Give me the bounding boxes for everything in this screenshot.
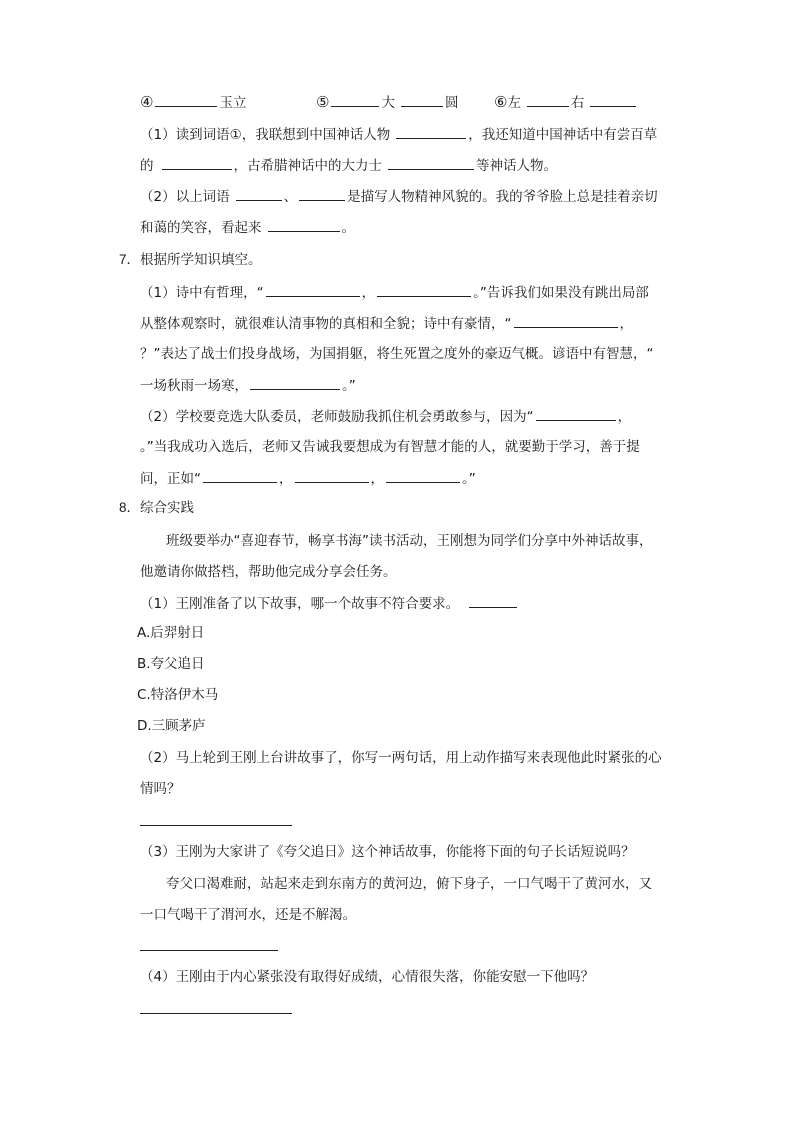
q8-s1-text: （1）王刚准备了以下故事，哪一个故事不符合要求。 xyxy=(140,596,460,612)
q7-l2-text-a: 从整体观察时，就很难认清事物的真相和全貌；诗中有豪情，“ xyxy=(140,316,512,332)
blank-6a[interactable] xyxy=(527,92,569,107)
q8-sub3-passage-line2: 一口气喝干了渭河水，还是不解渴。 xyxy=(140,907,356,923)
blank-poem-philosophy-2[interactable] xyxy=(377,282,471,297)
blank-study-2[interactable] xyxy=(295,468,369,483)
option-a[interactable]: A.后羿射日 xyxy=(137,625,205,641)
q6-part2-line2 xyxy=(140,217,355,237)
q7-l1-text-b: ， xyxy=(361,285,376,301)
word-fill-row-5 xyxy=(316,92,458,112)
q6-p1-text-d: ，古希腊神话中的大力士 xyxy=(233,158,382,174)
q8-title: 8．综合实践 xyxy=(119,500,195,515)
q7-l7-text-c: ， xyxy=(370,471,384,487)
blank-study-1[interactable] xyxy=(203,468,277,483)
blank-story-choice[interactable] xyxy=(469,593,517,608)
blank-herb-figure[interactable] xyxy=(162,155,232,170)
q8-sub4: （4）王刚由于内心紧张没有取得好成绩，心情很失落，你能安慰一下他吗？ xyxy=(140,969,595,985)
q7-l7-text-a: 问，正如“ xyxy=(140,471,201,487)
q6-p2-text-e: 。 xyxy=(341,220,355,236)
q6-p2-text-c: 是描写人物精神风貌的。我的爷爷脸上总是挂着亲切 xyxy=(347,189,658,205)
q8-intro-line1: 班级要举办“喜迎春节，畅享书海”读书活动，王刚想为同学们分享中外神话故事， xyxy=(166,533,653,549)
answer-line-3[interactable] xyxy=(140,950,278,951)
q7-l1-text-c: 。”告诉我们如果没有跳出局部 xyxy=(473,285,649,301)
q7-line6: 。”当我成功入选后，老师又告诫我要想成为有智慧才能的人，就要勤于学习，善于提 xyxy=(140,439,640,455)
item-6-marker: ⑥ xyxy=(494,93,508,111)
item-6-text-a: 左 xyxy=(507,95,521,111)
blank-hercules[interactable] xyxy=(388,155,474,170)
q7-l1-text-a: （1）诗中有哲理，“ xyxy=(140,285,264,301)
blank-word-a[interactable] xyxy=(236,186,282,201)
option-b[interactable]: B.夸父追日 xyxy=(137,656,205,672)
blank-proverb[interactable] xyxy=(250,375,340,390)
q6-p2-text-d: 和蔼的笑容，看起来 xyxy=(140,220,262,236)
item-5-marker: ⑤ xyxy=(316,93,330,111)
q6-p1-text-a: （1）读到词语①，我联想到中国神话人物 xyxy=(140,127,391,143)
q7-l2-text-b: ， xyxy=(619,316,633,332)
q6-part1-line1 xyxy=(140,124,657,144)
q8-sub3-passage-line1: 夸父口渴难耐，站起来走到东南方的黄河边，俯下身子，一口气喝干了黄河水，又 xyxy=(166,876,652,892)
item-5-text-b: 圆 xyxy=(444,95,459,111)
q7-line5 xyxy=(140,406,631,426)
q7-l4-text-a: 一场秋雨一场寒， xyxy=(140,378,248,394)
blank-myth-figure[interactable] xyxy=(396,124,466,139)
answer-line-4[interactable] xyxy=(140,1013,292,1014)
blank-poem-philosophy-1[interactable] xyxy=(266,282,360,297)
blank-poem-heroic-1[interactable] xyxy=(514,313,618,328)
blank-5b[interactable] xyxy=(401,92,443,107)
q6-p2-text-a: （2）以上词语 xyxy=(140,189,230,205)
q7-l4-text-b: 。” xyxy=(342,378,356,394)
word-fill-row-6 xyxy=(494,92,638,112)
item-4-marker: ④ xyxy=(140,93,154,111)
q8-sub3: （3）王刚为大家讲了《夸父追日》这个神话故事，你能将下面的句子长话短说吗？ xyxy=(140,844,635,860)
answer-line-2[interactable] xyxy=(140,825,292,826)
option-d[interactable]: D.三顾茅庐 xyxy=(137,718,206,734)
item-4-text: 玉立 xyxy=(219,95,247,111)
q6-part1-line2 xyxy=(140,155,557,175)
q6-part2-line1 xyxy=(140,186,658,206)
q7-line2 xyxy=(140,313,633,333)
q7-line4 xyxy=(140,375,356,395)
q8-intro-line2: 他邀请你做搭档，帮助他完成分享会任务。 xyxy=(140,564,397,580)
q7-l7-text-d: 。” xyxy=(462,471,476,487)
q8-sub1 xyxy=(140,593,519,613)
blank-encourage-1[interactable] xyxy=(536,406,616,421)
q7-title: 7．根据所学知识填空。 xyxy=(119,252,262,267)
blank-6b[interactable] xyxy=(590,92,636,107)
q7-line3: ？”表达了战士们投身战场，为国捐躯，将生死置之度外的豪迈气概。谚语中有智慧，“ xyxy=(140,346,654,362)
q6-p1-text-e: 等神话人物。 xyxy=(476,158,557,174)
blank-word-b[interactable] xyxy=(299,186,345,201)
q7-line7 xyxy=(140,468,476,488)
word-fill-row xyxy=(140,92,246,112)
option-c[interactable]: C.特洛伊木马 xyxy=(137,687,219,703)
q7-l5-text-a: （2）学校要竞选大队委员，老师鼓励我抓住机会勇敢参与，因为“ xyxy=(140,409,534,425)
q7-l5-text-b: ， xyxy=(617,409,632,425)
blank-5a[interactable] xyxy=(331,92,379,107)
blank-study-3[interactable] xyxy=(386,468,460,483)
q6-p2-text-b: 、 xyxy=(283,189,298,205)
blank-grandpa-look[interactable] xyxy=(268,217,340,232)
item-6-text-b: 右 xyxy=(570,95,585,111)
item-5-text-a: 大 xyxy=(381,95,395,111)
q8-sub2-line2: 情吗？ xyxy=(140,781,181,797)
blank-4[interactable] xyxy=(155,92,217,107)
q7-l7-text-b: ， xyxy=(279,471,293,487)
q6-p1-text-c: 的 xyxy=(140,158,154,174)
q6-p1-text-b: ，我还知道中国神话中有尝百草 xyxy=(468,127,658,143)
q7-line1 xyxy=(140,282,649,302)
q8-sub2-line1: （2）马上轮到王刚上台讲故事了，你写一两句话，用上动作描写来表现他此时紧张的心 xyxy=(140,750,662,766)
